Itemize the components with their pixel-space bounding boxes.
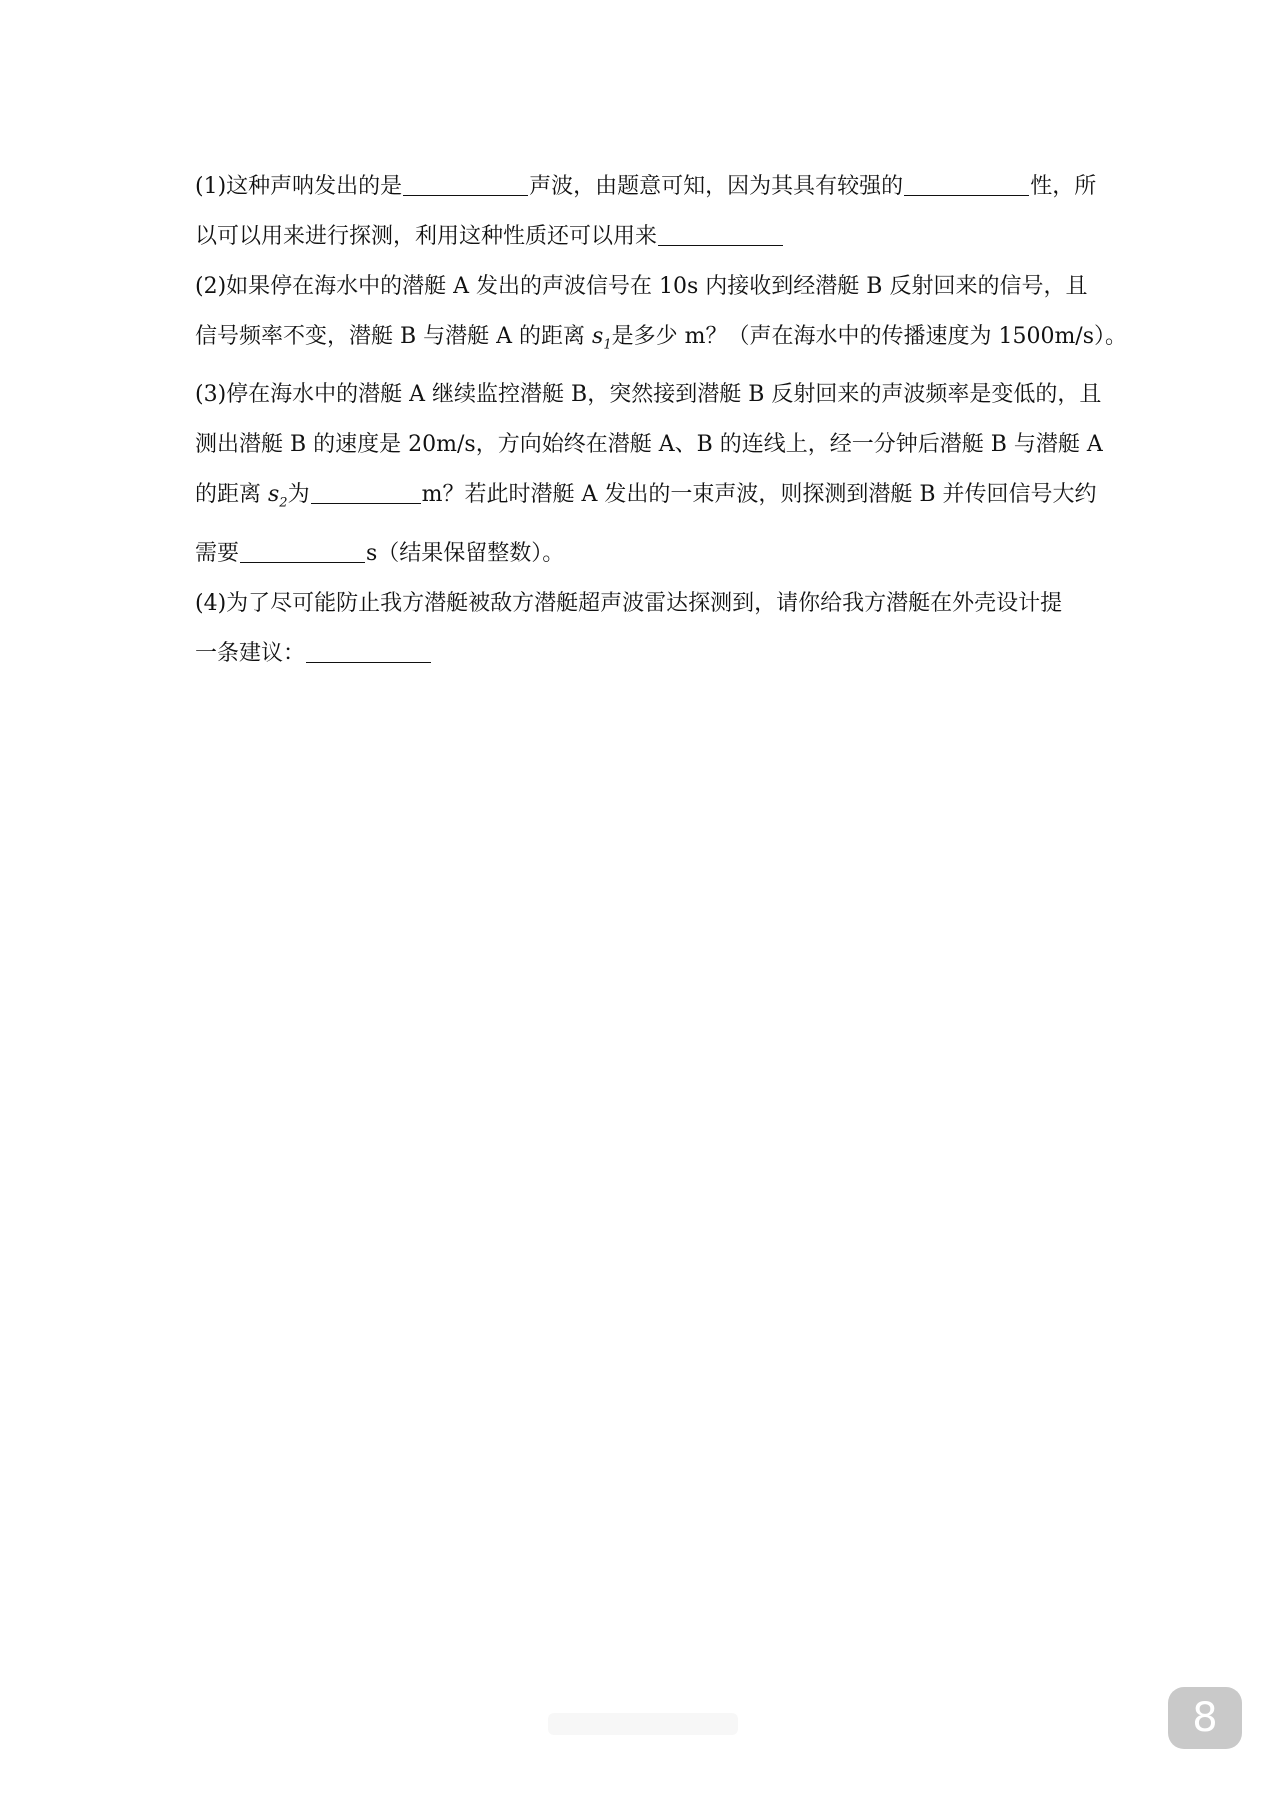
q3-text: s（结果保留整数）。 [366, 540, 565, 566]
page-number-badge: 8 [1168, 1687, 1242, 1749]
q4-line-2 [195, 629, 1095, 679]
q3-line-4 [195, 529, 1095, 579]
q4-text: (4)为了尽可能防止我方潜艇被敌方潜艇超声波雷达探测到，请你给我方潜艇在外壳设计提 [195, 590, 1063, 616]
q1-text: 声波，由题意可知，因为其具有较强的 [529, 174, 904, 199]
q1-text: (1)这种声呐发出的是 [195, 174, 403, 199]
q2-line-2 [195, 312, 1128, 370]
answer-blank[interactable] [311, 481, 421, 504]
question-content [195, 162, 1128, 679]
q3-text: m？若此时潜艇 A 发出的一束声波，则探测到潜艇 B 并传回信号大约 [421, 482, 1097, 508]
q3-text: 需要 [195, 540, 240, 566]
q3-text: 的距离 [195, 482, 268, 508]
q1-text: 以可以用来进行探测，利用这种性质还可以用来 [195, 224, 658, 249]
q4-text: 一条建议： [195, 640, 306, 666]
q3-text: 测出潜艇 B 的速度是 20m/s，方向始终在潜艇 A、B 的连线上，经一分钟后潜艇 B 与潜艇 A [195, 432, 1103, 458]
q3-line-1 [195, 370, 1102, 420]
q2-line-1 [195, 262, 1095, 312]
answer-blank[interactable] [403, 173, 528, 196]
variable-s1: $s_1$ [592, 324, 612, 353]
variable-s2: $s_2$ [268, 482, 288, 511]
q1-line-2 [195, 212, 1095, 262]
q2-text: (2)如果停在海水中的潜艇 A 发出的声波信号在 10s 内接收到经潜艇 B 反射回来的信号，且 [195, 274, 1088, 299]
q2-text: 是多少 m？（声在海水中的传播速度为 1500m/s）。 [611, 324, 1128, 349]
answer-blank[interactable] [240, 540, 365, 563]
q1-line-1 [195, 162, 1095, 212]
q2-text: 信号频率不变，潜艇 B 与潜艇 A 的距离 [195, 324, 593, 349]
q3-line-3 [195, 470, 1095, 528]
q3-text: (3)停在海水中的潜艇 A 继续监控潜艇 B，突然接到潜艇 B 反射回来的声波频率是变低的，且 [195, 382, 1102, 408]
q3-line-2 [195, 420, 1103, 470]
watermark [548, 1713, 738, 1735]
q3-text: 为 [287, 482, 310, 508]
q1-text: 性，所 [1030, 174, 1097, 199]
q4-line-1 [195, 579, 1095, 629]
answer-blank[interactable] [904, 173, 1029, 196]
answer-blank[interactable] [658, 223, 783, 246]
answer-blank[interactable] [306, 640, 431, 663]
